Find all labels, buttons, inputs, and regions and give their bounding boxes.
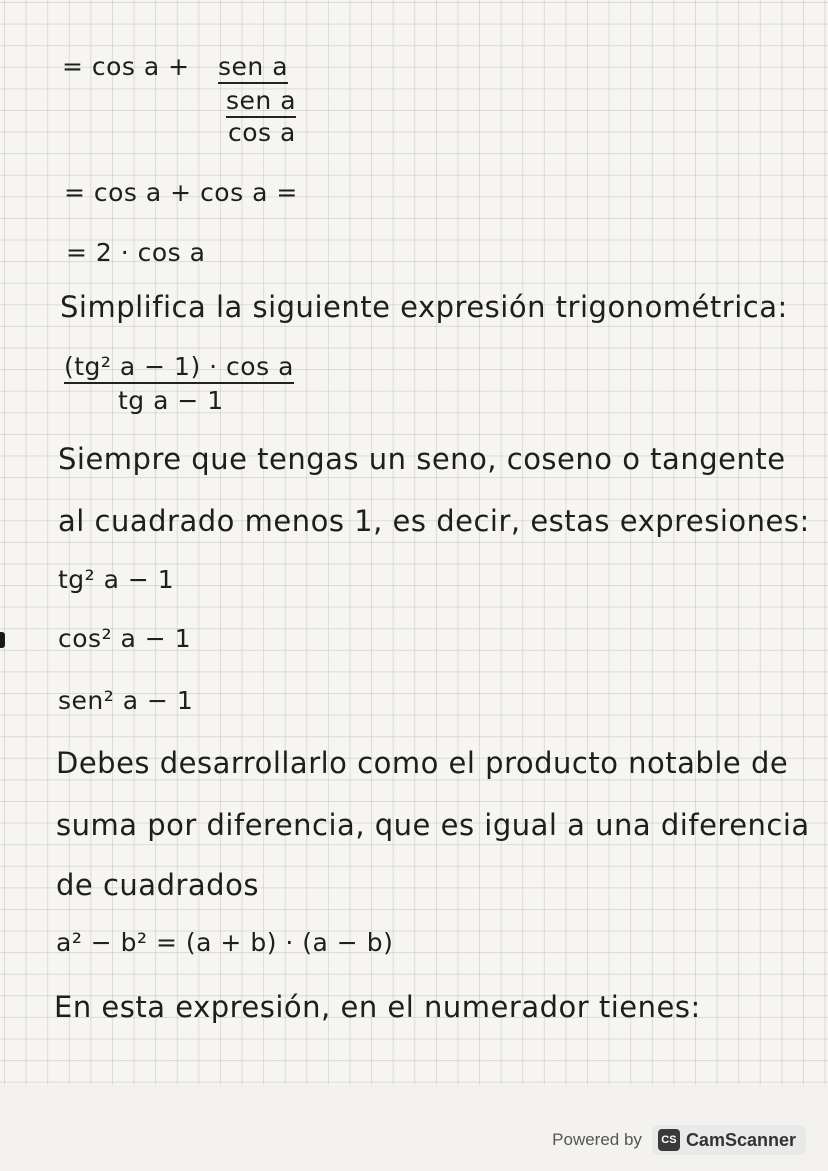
math-line-2: = cos a + cos a = — [64, 178, 298, 207]
list-item-cos: cos² a − 1 — [58, 624, 192, 653]
text-line-6: Siempre que tengas un seno, coseno o tangente — [58, 442, 786, 476]
camscanner-badge — [652, 1125, 806, 1155]
camscanner-watermark — [552, 1123, 806, 1157]
fraction-numerator-1: sen a — [218, 52, 288, 81]
fraction-inner-denominator: cos a — [228, 118, 296, 147]
powered-by-label: Powered by — [552, 1130, 642, 1149]
margin-mark — [0, 632, 5, 648]
camscanner-brand-name: CamScanner — [685, 1129, 796, 1150]
list-item-tg: tg² a − 1 — [58, 565, 175, 594]
text-line-7: al cuadrado menos 1, es decir, estas expresiones: — [58, 504, 810, 538]
camscanner-logo-icon: CS — [658, 1129, 680, 1151]
math-line-1 — [62, 52, 190, 81]
text-line-11: Debes desarrollarlo como el producto notable de — [56, 746, 789, 780]
expression-numerator: (tg² a − 1) · cos a — [64, 352, 294, 381]
math-line-1-text: = cos a + — [62, 52, 190, 81]
list-item-sen: sen² a − 1 — [58, 686, 194, 715]
text-line-13: de cuadrados — [56, 868, 259, 902]
text-line-4: Simplifica la siguiente expresión trigonométrica: — [60, 290, 788, 324]
math-line-3: = 2 · cos a — [66, 238, 206, 267]
expression-denominator: tg a − 1 — [118, 386, 224, 415]
text-line-15: En esta expresión, en el numerador tienes: — [54, 990, 701, 1024]
formula-difference-of-squares: a² − b² = (a + b) · (a − b) — [56, 928, 394, 957]
fraction-inner-numerator: sen a — [226, 86, 296, 115]
text-line-12: suma por diferencia, que es igual a una diferencia — [56, 808, 810, 842]
